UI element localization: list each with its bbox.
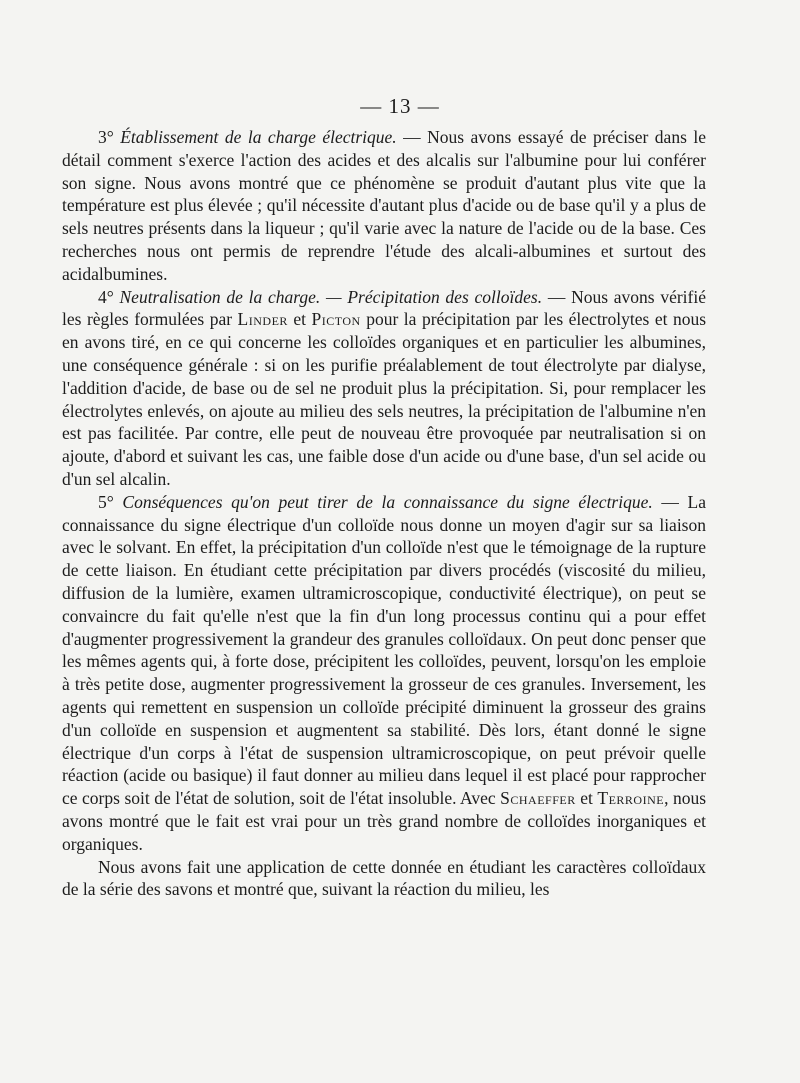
heading-dash: — [396, 127, 428, 147]
heading-dash: — [652, 491, 688, 512]
paragraph-4 [62, 286, 706, 491]
heading-dash: — [542, 286, 572, 307]
paragraph-text: et [575, 788, 598, 809]
body-text [62, 126, 706, 901]
paragraph-3 [62, 126, 706, 286]
paragraph-number: 5° [98, 491, 114, 512]
paragraph-text: Nous avons essayé de préciser dans le détail comment s'exerce l'action des acides et des alcalis sur l'albumine pour lui conférer son signe. Nous avons montré que ce phénomène se produit d'autant plus vite que la température est plus élevée ; qu'il nécessite d'autant plus d'acide ou de base qu'il y a plus de sels neutres présents dans la liqueur ; qu'il varie avec la nature de l'acide ou de la base. Ces recherches nous ont permis de reprendre l'étude des alcali-albumines et surtout des acidalbumines. [62, 127, 706, 284]
paragraph-number: 4° [98, 286, 114, 307]
section-heading: Conséquences qu'on peut tirer de la connaissance du signe électrique. [122, 491, 653, 512]
page-number: — 13 — [360, 94, 440, 118]
author-name: Schaeffer [500, 788, 576, 809]
paragraph-text: pour la précipitation par les électrolytes et nous en avons tiré, en ce qui concerne les colloïdes organiques et en particulier les albumines, une conséquence générale : si on les purifie préalablement de tout électrolyte par dialyse, l'addition d'acide, de base ou de sel ne produit plus la précipitation. Si, pour remplacer les électrolytes enlevés, on ajoute au milieu des sels neutres, la précipitation de l'albumine n'en est pas facilitée. Par contre, elle peut de nouveau être provoquée par neutralisation si on ajoute, d'abord et suivant les cas, une faible dose d'un acide ou d'une base, d'un sel acide ou d'un sel alcalin. [62, 309, 707, 489]
paragraph-text: Nous avons vérifié les règles formulées par [62, 286, 707, 330]
author-name: Picton [311, 309, 361, 330]
paragraph-text: Nous avons fait une application de cette donnée en étudiant les caractères colloïdaux de la série des savons et montré que, suivant la réaction du milieu, les [62, 856, 706, 900]
section-heading: Établissement de la charge électrique. [120, 127, 397, 147]
author-name: Linder [237, 309, 288, 330]
paragraph-text: , nous avons montré que le fait est vrai pour un très grand nombre de colloïdes inorganiques et organiques. [62, 788, 707, 854]
paragraph-number: 3° [98, 127, 114, 147]
section-heading: Neutralisation de la charge. — Précipitation des colloïdes. [119, 286, 543, 307]
paragraph-text: La connaissance du signe électrique d'un colloïde nous donne un moyen d'agir sur sa liaison avec le solvant. En effet, la précipitation d'un colloïde n'est que le témoignage de la rupture de cette liaison. En étudiant cette précipitation par divers procédés (viscosité du milieu, diffusion de la lumière, examen ultramicroscopique, conductivité électrique), on peut se convaincre du fait qu'elle n'est que la fin d'un long processus continu qui a pour effet d'augmenter progressivement la grandeur des granules colloïdaux. On peut donc penser que les mêmes agents qui, à forte dose, précipitent les colloïdes, peuvent, lorsqu'on les emploie à très petite dose, augmenter progressivement la grosseur de ces granules. Inversement, les agents qui remettent en suspension un colloïde précipité diminuent la grosseur des grains d'un colloïde en suspension et augmentent sa stabilité. Dès lors, étant donné le signe électrique d'un corps à l'état de suspension ultramicroscopique, on peut prévoir quelle réaction (acide ou basique) il faut donner au milieu dans lequel il est placé pour rapprocher ce corps soit de l'état de solution, soit de l'état insoluble. Avec [62, 491, 707, 809]
author-name: Terroine [597, 788, 665, 809]
paragraph-savons [62, 856, 706, 902]
paragraph-5 [62, 491, 706, 856]
paragraph-text: et [287, 309, 312, 330]
